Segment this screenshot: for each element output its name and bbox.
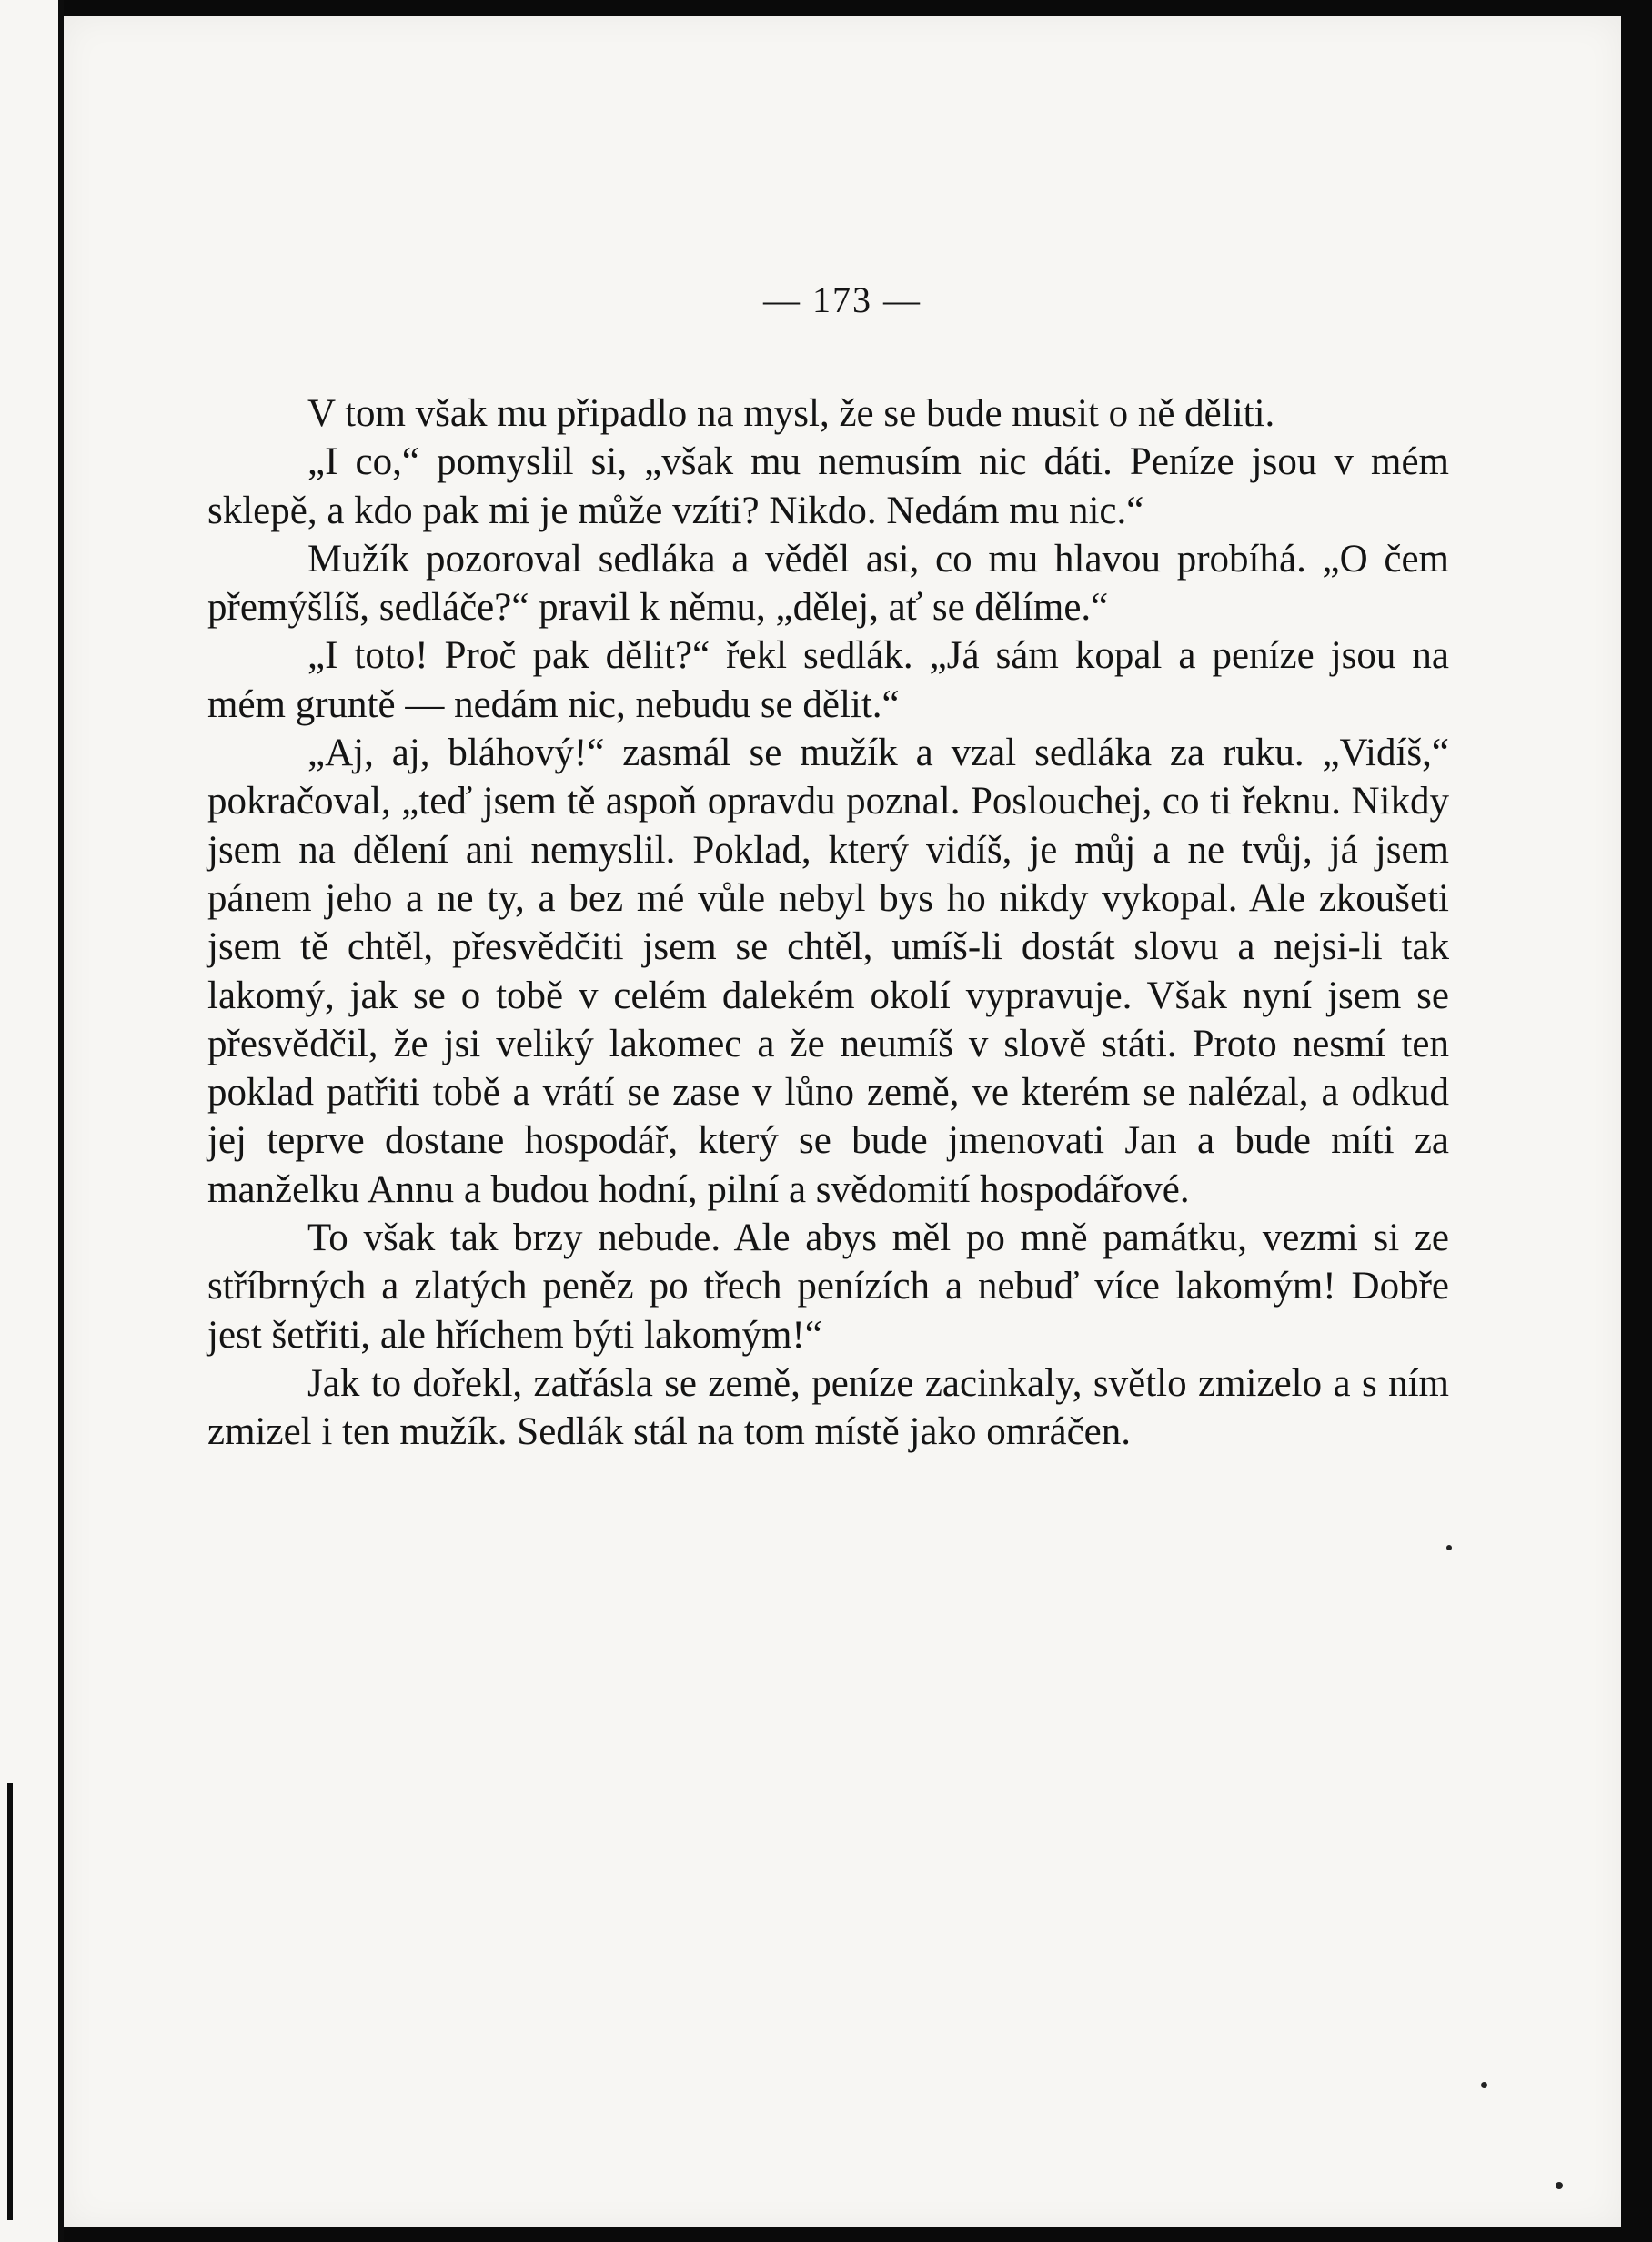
book-spine-edge	[0, 0, 64, 2242]
paragraph: Jak to dořekl, zatřásla se země, peníze zacinkaly, světlo zmizelo a s ním zmizel i ten mužík. Sedlák stál na tom místě jako omráčen.	[207, 1361, 1449, 1454]
page-number: — 173 —	[763, 279, 922, 320]
paper-speck	[1446, 1545, 1452, 1550]
paper-speck	[1556, 2182, 1563, 2189]
page-body-text	[207, 389, 1449, 1457]
paragraph: Mužík pozoroval sedláka a věděl asi, co mu hlavou probíhá. „O čem přemýšlíš, sedláče?“ pravil k němu, „dělej, ať se dělíme.“	[207, 537, 1449, 630]
paragraph: „I co,“ pomyslil si, „však mu nemusím nic dáti. Peníze jsou v mém sklepě, a kdo pak mi je může vzíti? Nikdo. Nedám mu nic.“	[207, 440, 1449, 532]
paragraph: „I toto! Proč pak dělit?“ řekl sedlák. „Já sám kopal a peníze jsou na mém gruntě — nedám nic, nebudu se dělit.“	[207, 634, 1449, 726]
paragraph: V tom však mu připadlo na mysl, že se bude musit o ně děliti.	[307, 392, 1275, 435]
paragraph: „Aj, aj, bláhový!“ zasmál se mužík a vzal sedláka za ruku. „Vidíš,“ pokračoval, „teď jsem tě aspoň opravdu poznal. Poslouchej, co ti řeknu. Nikdy jsem na dělení ani nemyslil. Poklad, který vidíš, je můj a ne tvůj, já jsem pánem jeho a ne ty, a bez mé vůle nebyl bys ho nikdy vykopal. Ale zkoušeti jsem tě chtěl, přesvědčiti jsem se chtěl, umíš-li dostát slovu a nejsi-li tak lakomý, jak se o tobě v celém dalekém okolí vypravuje. Však nyní jsem se přesvědčil, že jsi veliký lakomec a že neumíš v slově státi. Proto nesmí ten poklad patřiti tobě a vrátí se zase v lůno země, ve kterém se nalézal, a odkud jej teprve dostane hospodář, který se bude jmenovati Jan a bude míti za manželku Annu a budou hodní, pilní a svědomití hospodářové.	[207, 732, 1449, 1211]
paper-speck	[1481, 2082, 1487, 2088]
book-page	[64, 16, 1621, 2227]
paragraph: To však tak brzy nebude. Ale abys měl po mně památku, vezmi si ze stříbrných a zlatých peněz po třech penízích a nebuď více lakomým! Dobře jest šetřiti, ale hříchem býti lakomým!“	[207, 1217, 1449, 1357]
